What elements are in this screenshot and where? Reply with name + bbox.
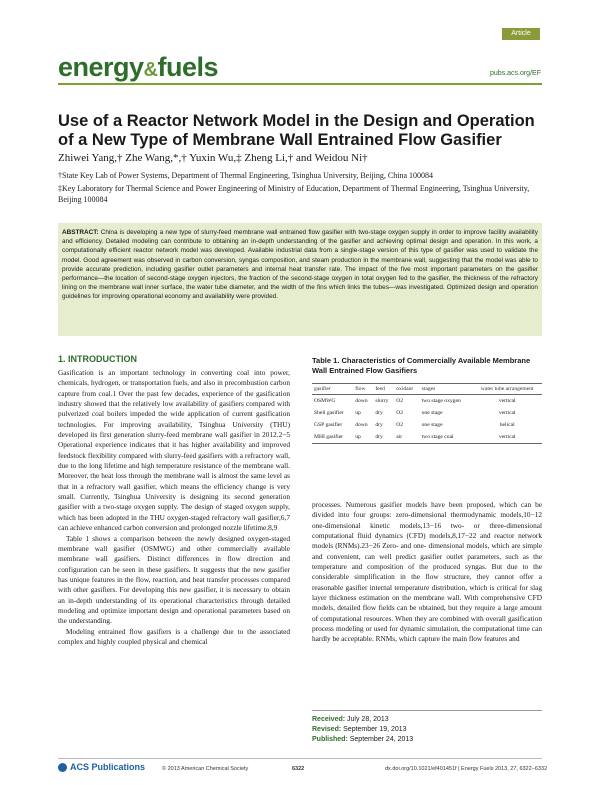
revised-date <box>312 725 542 735</box>
table-cell: OSMWG <box>314 398 336 404</box>
table-cell: two stage coal <box>420 431 473 444</box>
section-heading-introduction: 1. INTRODUCTION <box>58 354 138 364</box>
table-cell: GSP gasifier <box>314 422 343 428</box>
table-cell: vertical <box>472 431 542 444</box>
logo-part-2: fuels <box>157 52 219 82</box>
paragraph-2: Table 1 shows a comparison between the newly designed oxygen-staged membrane wall gasifier (OSMWG) and other commercially available membrane wall gasifiers. Distinct differences in flow direction and configuration can be seen in these gasifiers. It suggests that the new gasifier has unique features in the flow, reaction, and heat transfer processes compared with other gasifiers. For developing this new gasifier, it is necessary to obtain an in-depth understanding of its operational characteristics through detailed modeling and optimize important design and operational parameters based on the understanding. <box>58 533 290 626</box>
table-caption: Table 1. Characteristics of Commercially Available Membrane Wall Entrained Flow Gasifiers <box>312 356 531 375</box>
right-column <box>312 500 542 645</box>
table-header: gasifier <box>312 384 353 395</box>
table-cell: one stage <box>421 410 443 416</box>
doi-link[interactable]: dx.doi.org/10.1021/ef401451f | Energy Fuels 2013, 27, 6322−6332 <box>385 766 548 772</box>
table-cell: dry <box>375 422 383 428</box>
logo-part-1: energy <box>58 52 144 82</box>
publisher-name: ACS Publications <box>70 762 146 772</box>
table-header: feed <box>373 384 394 395</box>
table-cell: O2 <box>396 398 404 404</box>
table-header: water tube arrangement <box>472 384 542 395</box>
table-cell: dry <box>373 431 394 444</box>
table-cell: vertical <box>498 398 516 404</box>
received-date <box>312 715 542 725</box>
table-cell: up <box>355 410 361 416</box>
acs-publications-logo[interactable] <box>58 762 145 772</box>
page-number: 6322 <box>292 766 305 772</box>
publication-dates <box>312 710 542 745</box>
received-value: July 28, 2013 <box>347 716 389 723</box>
table-cell: Shell gasifier <box>314 410 344 416</box>
table-cell: dry <box>375 410 383 416</box>
table-row <box>312 431 542 444</box>
acs-logo-icon <box>58 763 67 772</box>
header-rule <box>58 83 542 85</box>
table-cell: O2 <box>396 410 404 416</box>
published-label: Published: <box>312 736 348 743</box>
copyright: © 2013 American Chemical Society <box>162 766 249 772</box>
author-list: Zhiwei Yang,† Zhe Wang,*,† Yuxin Wu,‡ Zheng Li,† and Weidou Ni† <box>58 152 368 164</box>
journal-logo[interactable] <box>58 52 218 83</box>
table-cell: MHI gasifier <box>312 431 353 444</box>
table-cell: air <box>394 431 419 444</box>
abstract-box <box>58 223 542 336</box>
table-row <box>312 407 542 419</box>
received-label: Received: <box>312 716 346 723</box>
table-cell: down <box>355 398 368 404</box>
table-header: stages <box>420 384 473 395</box>
table-cell: vertical <box>498 410 516 416</box>
left-column <box>58 368 290 647</box>
affiliation-2: ‡Key Laboratory for Thermal Science and Power Engineering of Ministry of Education, Department of Thermal Engineering, Tsinghua University, Beijing 100084 <box>58 184 530 204</box>
published-value: September 24, 2013 <box>349 736 414 743</box>
table-row <box>312 395 542 408</box>
abstract-label: ABSTRACT: <box>62 229 99 236</box>
abstract-text: China is developing a new type of slurry-feed membrane wall entrained flow gasifier with two-stage oxygen supply in order to improve facility availability and efficiency. Detailed modeling can contribute to obtaining an in-depth understanding of the gasifier and achieving optimal design and operation. In this work, a computationally efficient reactor network model was developed. Available industrial data from a single-stage version of this type of gasifier was used to validate the model. Good agreement was observed in carbon conversion, syngas composition, and steam production in the membrane wall, suggesting that the model was able to provide accurate prediction, including gasifier outlet parameters and internal heat transfer rate. The impact of the five most important parameters on the gasifier performance—the location of second-stage oxygen injectors, the fraction of the second-stage oxygen in total oxygen fed to the gasifier, the thickness of the refractory lining on the membrane wall inner surface, the water tube diameter, and the width of the fins which links the tubes—was investigated. Optimized design and operation guidelines for improving operational economy and availability were provided. <box>62 229 539 301</box>
table-row <box>312 419 542 431</box>
table-header: flow <box>353 384 373 395</box>
revised-label: Revised: <box>312 726 342 733</box>
footer-rule <box>58 758 542 759</box>
table-cell: up <box>353 431 373 444</box>
gasifier-table <box>312 383 542 444</box>
paper-title: Use of a Reactor Network Model in the Design and Operation of a New Type of Membrane Wall Entrained Flow Gasifier <box>58 112 535 149</box>
article-type-badge: Article <box>502 28 540 40</box>
table-cell: helical <box>499 422 515 428</box>
paragraph-right: processes. Numerous gasifier models have been proposed, which can be divided into four groups: zero-dimensional thermodynamic models,10−12 one-dimensional kinetic models,13−16 two- or three-dimensional computational fluid dynamics (CFD) models,8,17−22 and reactor network models (RNMs).23−26 Zero- and one- dimensional models, which are simple and convenient, can well predict gasifier outlet parameters, such as the temperature and composition of the produced syngas. But due to the considerable simplification in the flow structure, they cannot offer a reasonable gasifier internal temperature distribution, which is critical for slag layer thickness estimation on the membrane wall. With comprehensive CFD models, detailed flow fields can be obtained, but they require a large amount of computational resources. When they are combined with overall gasification process modeling or used for dynamic simulation, the computational time can hardly be acceptable. RNMs, which capture the main flow features and <box>312 500 542 644</box>
revised-value: September 19, 2013 <box>343 726 407 733</box>
table-cell: slurry <box>375 398 389 404</box>
journal-url-link[interactable]: pubs.acs.org/EF <box>490 70 541 77</box>
logo-amp: & <box>143 59 158 81</box>
table-cell: two stage oxygen <box>421 398 461 404</box>
table-cell: down <box>355 422 368 428</box>
affiliation-1: †State Key Lab of Power Systems, Department of Thermal Engineering, Tsinghua University, Beijing, China 100084 <box>58 171 434 180</box>
table-header: oxidant <box>394 384 419 395</box>
paragraph-1: Gasification is an important technology in converting coal into power, chemicals, hydrogen, or transportation fuels, and also in precombustion carbon capture from coal.1 Over the past few decades, experience of the gasification industry showed that the relatively low availability of gasifiers compared with pulverized coal boilers impeded the wide application of current gasification technologies. For improving availability, Tsinghua University (THU) developed its first generation slurry-feed membrane wall gasifier in 2012.2−5 Operational experience indicates that it has higher availability and improved feedstock flexibility compared with slurry-feed gasifiers with a refractory wall, due to the long lifetime and high temperature resistance of the membrane wall. Moreover, the heat loss through the membrane wall is almost the same level as that in a refractory wall gasifier, which means the efficiency change is very small. Currently, Tsinghua University is designing its second generation gasifier with a two-stage oxygen supply. The design of staged oxygen supply, which has been adopted in the THU oxygen-staged refractory wall gasifier,6,7 can achieve enhanced carbon conversion and prolonged nozzle lifetime.8,9 <box>58 368 290 533</box>
published-date <box>312 735 542 745</box>
table-cell: one stage <box>421 422 443 428</box>
paragraph-3: Modeling entrained flow gasifiers is a challenge due to the associated complex and highly coupled physical and chemical <box>58 626 290 646</box>
table-cell: O2 <box>396 422 404 428</box>
